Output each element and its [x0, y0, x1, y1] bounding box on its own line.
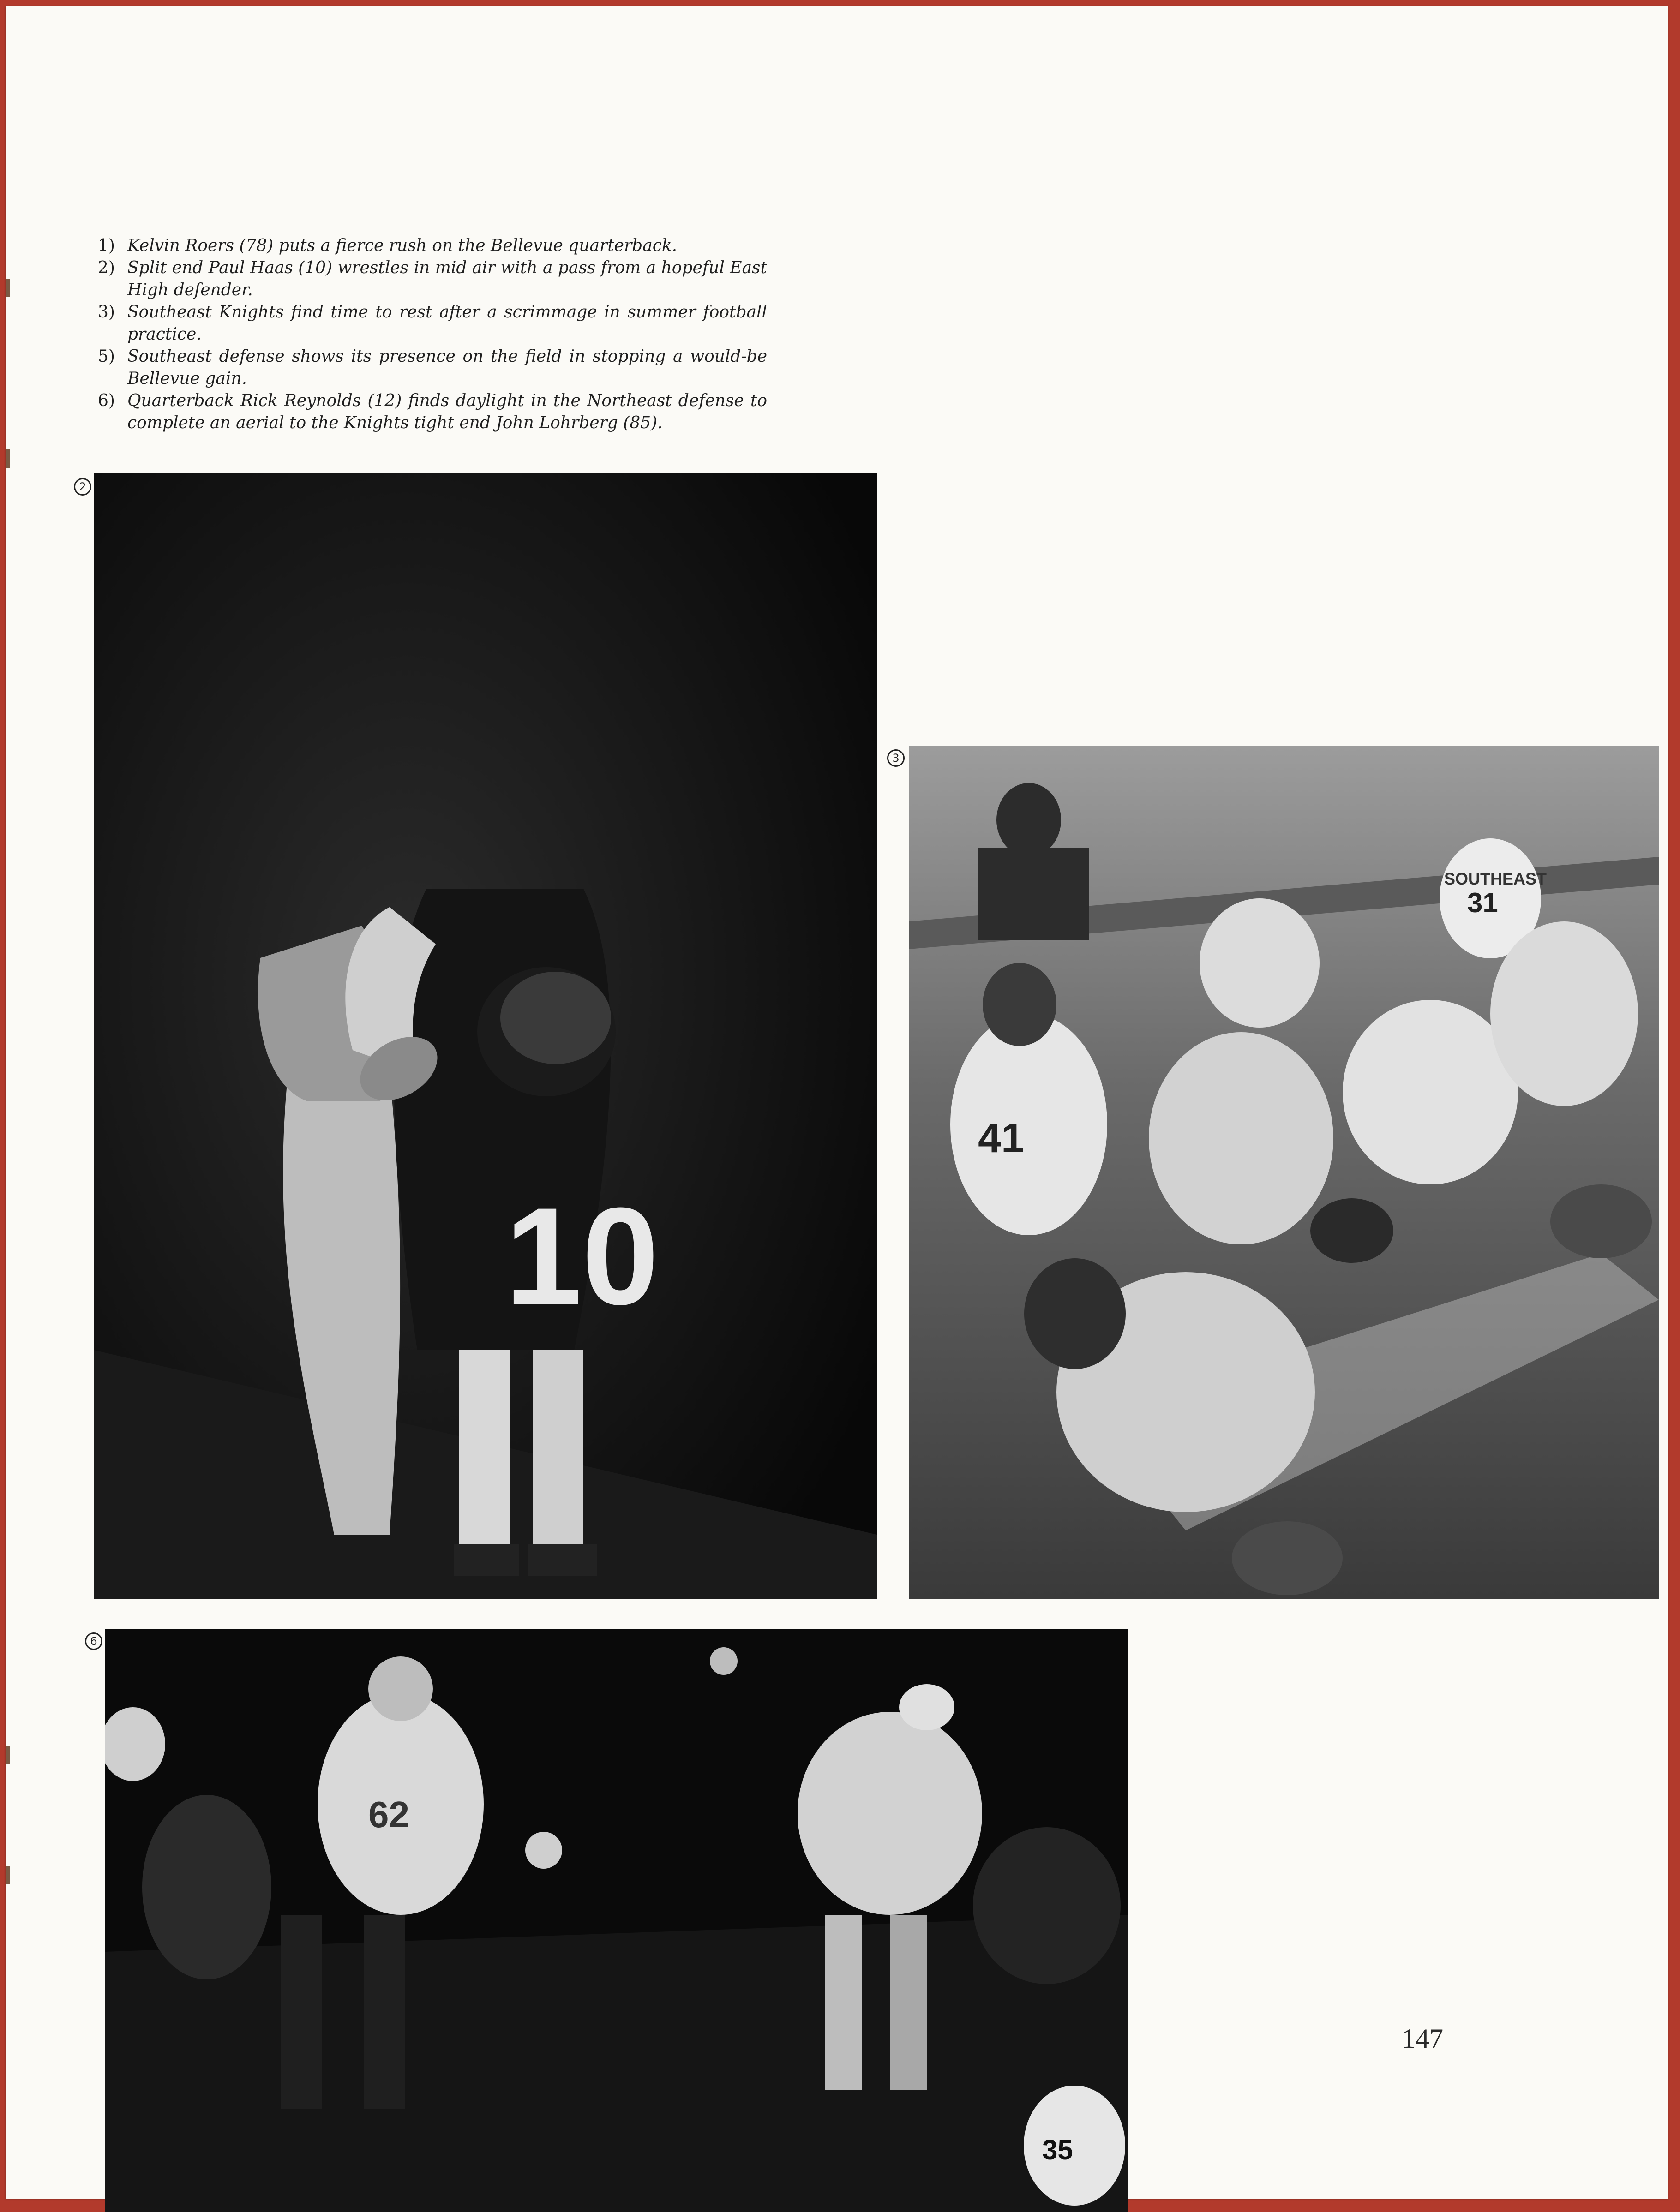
- jersey-number: 10: [505, 1178, 659, 1333]
- jersey-number: 41: [978, 1115, 1025, 1161]
- jersey-number: 35: [1042, 2134, 1073, 2165]
- caption-number: 3): [98, 303, 115, 322]
- caption-text: Kelvin Roers (78) puts a fierce rush on the Bellevue quarterback.: [127, 236, 678, 255]
- caption-item: [98, 257, 767, 301]
- jersey-number: 62: [368, 1794, 409, 1835]
- caption-number: 5): [98, 347, 115, 366]
- caption-text: Southeast defense shows its presence on the field in stopping a would-be Bellevue gain.: [127, 347, 767, 388]
- binding-mark: [6, 449, 10, 468]
- caption-item: [98, 301, 767, 346]
- binding-mark: [6, 1866, 10, 1884]
- photo-split-end-catch: [94, 473, 877, 1599]
- page-number: 147: [1402, 2023, 1443, 2054]
- shirt-lettering: SOUTHEAST: [1444, 869, 1547, 888]
- binding-mark: [6, 1746, 10, 1764]
- photo-6-illustration: [105, 1629, 1128, 2212]
- photo-practice-rest: [909, 746, 1659, 1599]
- caption-number: 1): [98, 236, 115, 255]
- caption-text: Split end Paul Haas (10) wrestles in mid air with a pass from a hopeful East High defender.: [127, 258, 767, 299]
- jersey-number: 31: [1467, 887, 1498, 918]
- caption-text: Quarterback Rick Reynolds (12) finds daylight in the Northeast defense to complete an aerial to the Knights tight end John Lohrberg (85).: [127, 391, 767, 432]
- yearbook-page: [6, 6, 1668, 2199]
- photo-number-marker: 2: [74, 478, 91, 496]
- photo-number-marker: 6: [85, 1632, 102, 1650]
- caption-item: [98, 235, 767, 257]
- caption-number: 6): [98, 391, 115, 410]
- photo-number-marker: 3: [887, 749, 905, 767]
- photo-captions: [98, 235, 767, 434]
- photo-2-illustration: [94, 473, 877, 1599]
- caption-item: [98, 346, 767, 390]
- photo-3-illustration: [909, 746, 1659, 1599]
- caption-item: [98, 390, 767, 434]
- caption-number: 2): [98, 258, 115, 277]
- caption-text: Southeast Knights find time to rest after a scrimmage in summer football practice.: [127, 303, 767, 344]
- photo-quarterback-pass: [105, 1629, 1128, 2212]
- binding-mark: [6, 279, 10, 297]
